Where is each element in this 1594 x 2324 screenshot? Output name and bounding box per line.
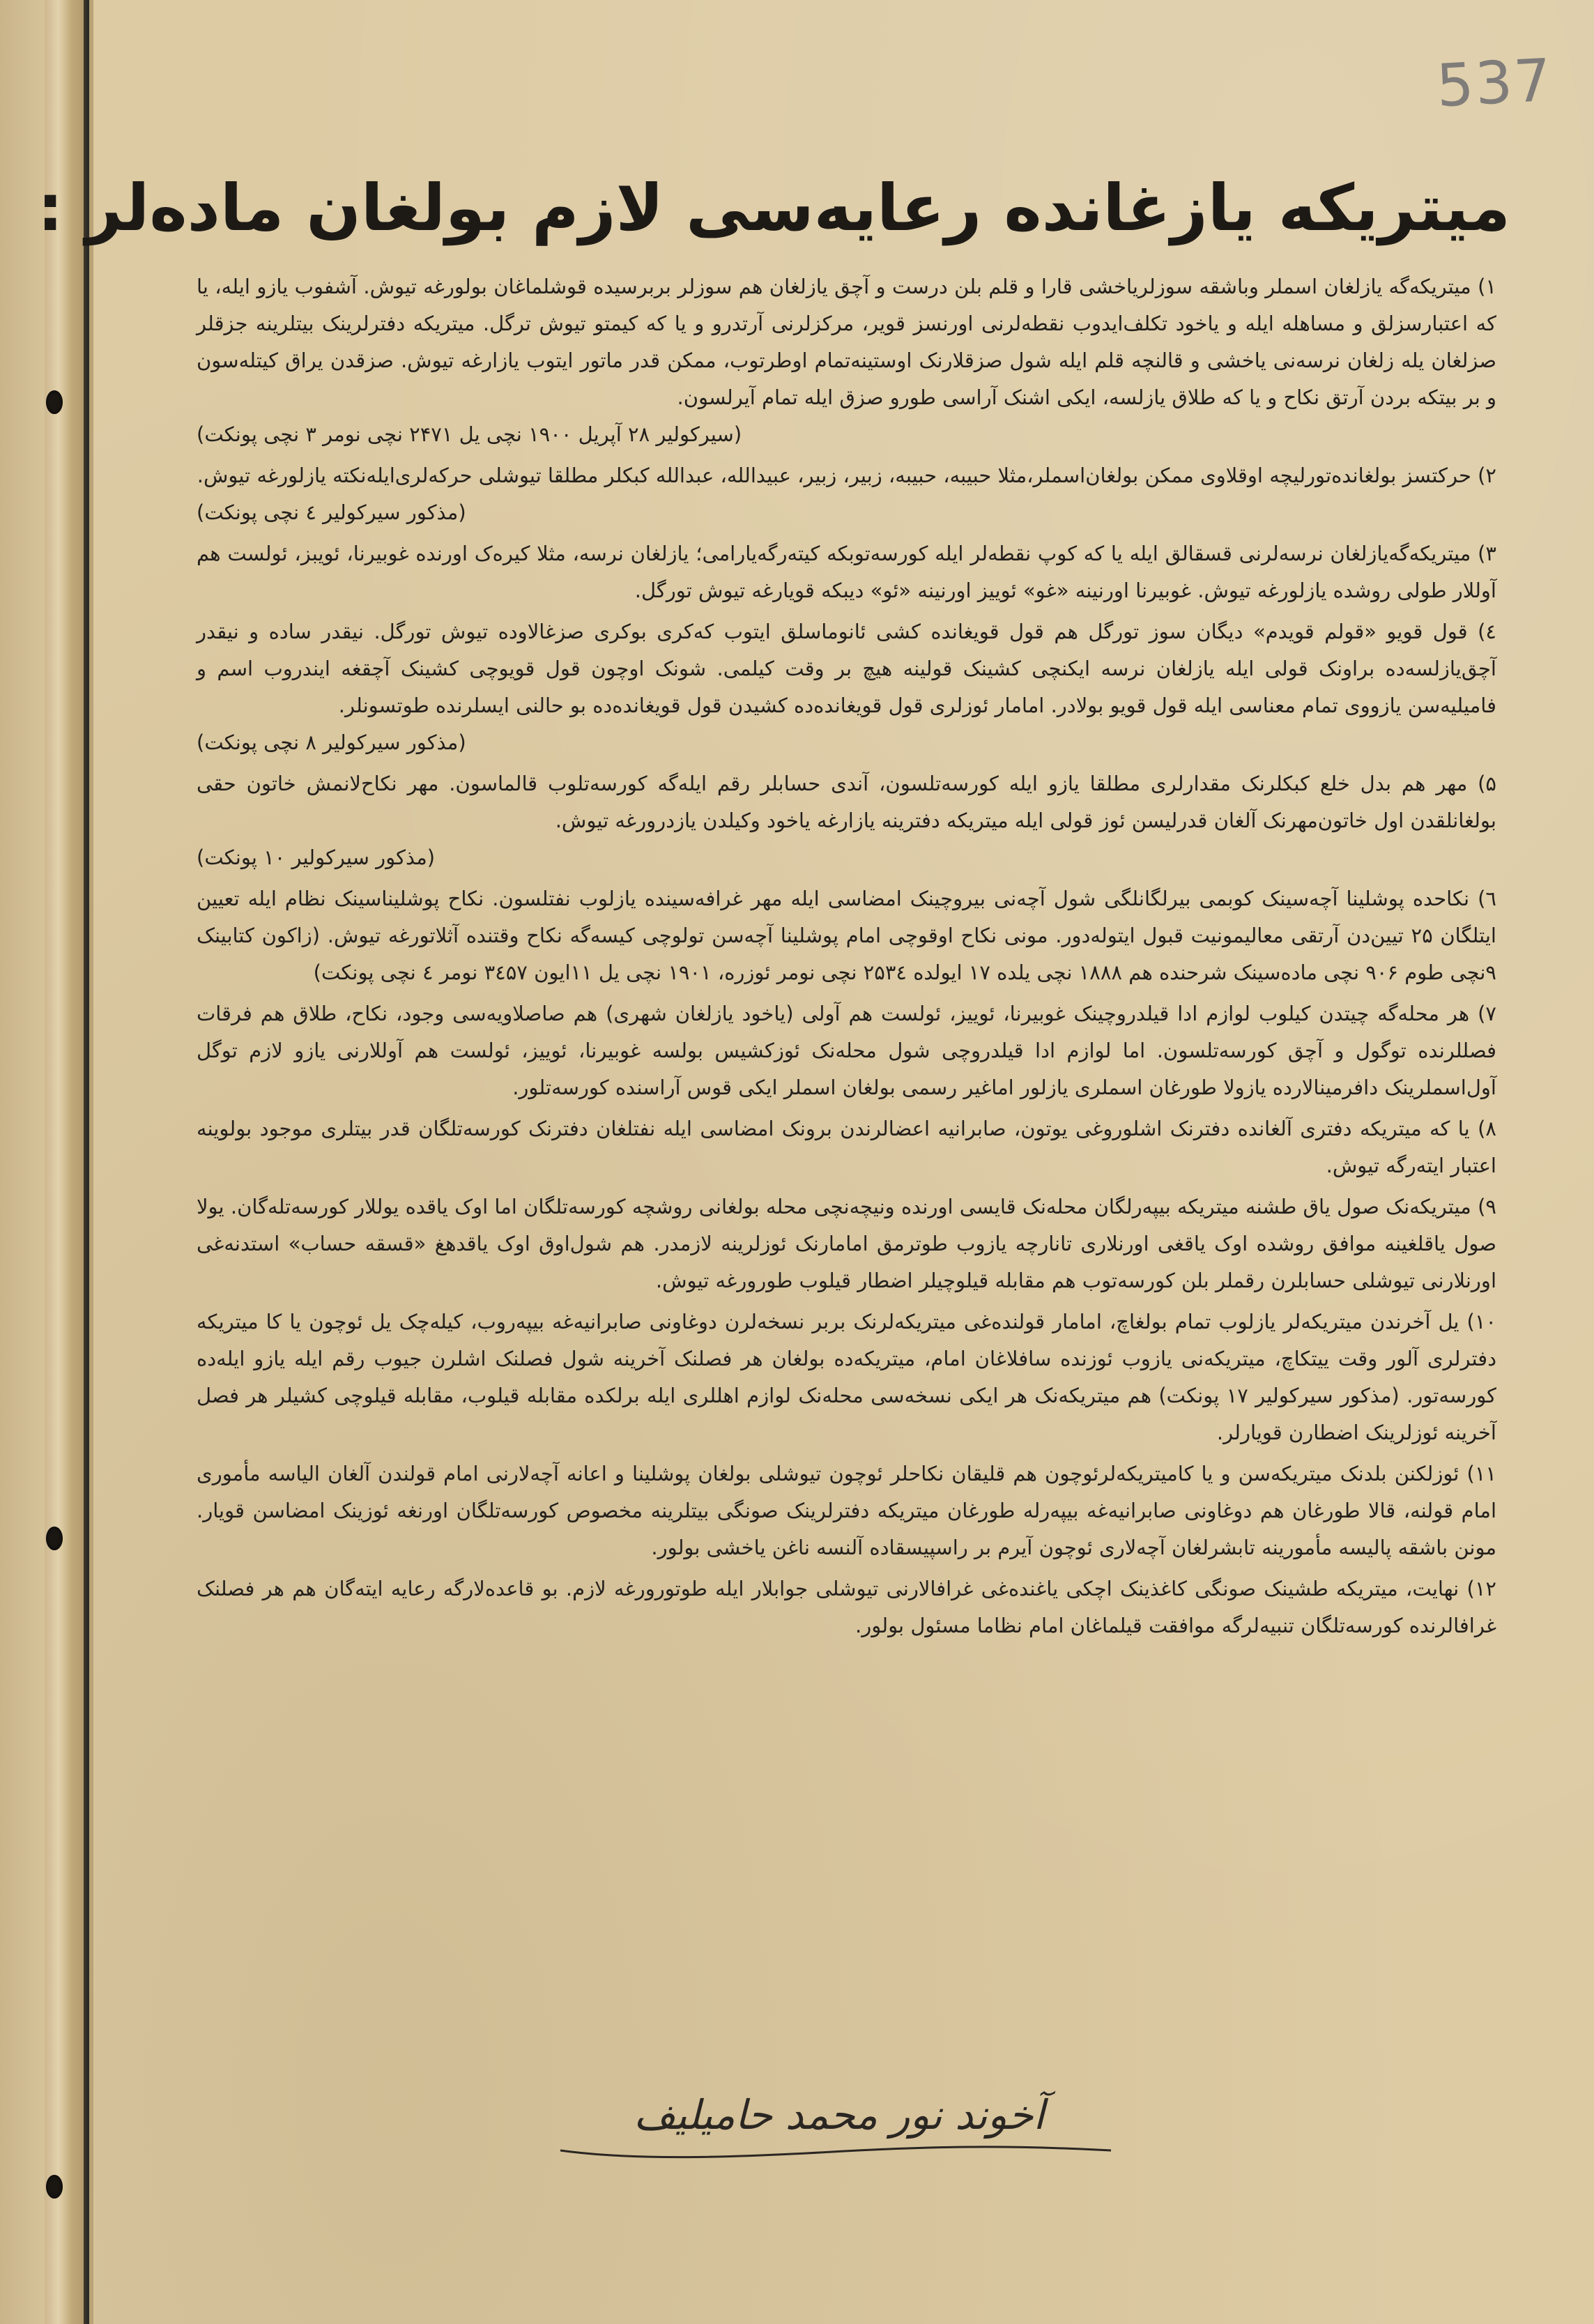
paragraph-text: ٦) نکاحده پوشلینا آچه‌سینک کوبمی بیرلگانلگی شول آچه‌نی بیروچینک امضاسی ایله مهر غرافه‌سینده یازلوب نفتلسون. نکاح پوشلیناسینک نظام ایله تعیین ایتلگان ۲۵ تیین‌دن آرتقی معالیمونیت قبول ایتوله‌دور. مونی نکاح اوقوچی امام پوشلینا آچه‌سن تولوچی کیسه‌گه نکاح وقتنده آثلاتورغه تیوش. (زاکون کتابینک ۹نچی طوم ۹۰۶ نچی ماده‌سینک شرحنده هم ۱۸۸۸ نچی یلده ۱۷ ایولده ۲۵۳٤ نچی نومر ئوزره، ۱۹۰۱ نچی یل ۱۱ایون ۳٤۵۷ نومر ٤ نچی پونکت)	[197, 887, 1496, 984]
numbered-paragraph	[197, 1455, 1496, 1566]
binding-strip	[45, 0, 72, 2324]
signature-flourish	[553, 2130, 1125, 2164]
paragraph-reference: (مذکور سیرکولیر ۱۰ پونکت)	[197, 846, 436, 869]
paragraph-reference: (مذکور سیرکولیر ۸ نچی پونکت)	[197, 731, 466, 754]
punch-hole	[46, 390, 63, 414]
signature-text: آخوند نور محمد حامیلیف	[634, 2091, 1045, 2139]
signature	[553, 2091, 1125, 2168]
adjacent-page-edge	[0, 0, 86, 2324]
paragraph-text: ۵) مهر هم بدل خلع کبکلرنک مقدارلری مطلقا یازو ایله کورسه‌تلسون، آندی حسابلر رقم ایله‌گه کورسه‌تلوب قالماسون. مهر نکاح‌لانمش خاتون حقی بولغانلقدن اول خاتون‌مهرنک آلغان قدرلیسن ئوز قولی ایله میتریکه دفترینه یازارغه یاخود وکیلدن یازدرورغه تیوش.	[197, 772, 1496, 832]
numbered-paragraph	[197, 1188, 1496, 1299]
numbered-paragraph	[197, 268, 1496, 453]
numbered-paragraph	[197, 1304, 1496, 1451]
numbered-paragraph	[197, 613, 1496, 761]
numbered-paragraph	[197, 765, 1496, 876]
paragraph-text: ۸) یا که میتریکه دفتری آلغانده دفترنک اشلوروغی یوتون، صابرانیه اعضالرندن برونک امضاسی ایله نفتلغان دفترنک کورسه‌تلگان قدر بیتلری موجود بولوینه اعتبار ایته‌رگه تیوش.	[197, 1117, 1496, 1177]
punch-hole	[46, 2175, 63, 2199]
numbered-paragraph	[197, 1570, 1496, 1644]
numbered-paragraph	[197, 995, 1496, 1106]
paragraph-text: ۱۲) نهایت، میتریکه طشینک صونگی کاغذینک اچکی یاغنده‌غی غرافالارنی تیوشلی جوابلار ایله طوتورورغه لازم. بو قاعده‌لارگه رعایه ایته‌گان هم هر فصلنک غرافالرنده کورسه‌تلگان تنبیه‌لرگه موافقت قیلماغان امام نظاما مسئول بولور.	[197, 1577, 1496, 1637]
punch-hole	[46, 1527, 63, 1550]
paragraph-text: ۲) حرکتسز بولغانده‌تورلیچه اوقلاوی ممکن بولغان‌اسملر،مثلا حبیبه، حبیبه، زبیر، زبیر، عبیدالله، عبدالله کبکلر مطلقا تیوشلی حرکه‌لری‌ایله‌نکته یازلورغه تیوش.	[197, 464, 1496, 487]
page-title: میتریکه یازغانده رعایه‌سی لازم بولغان ماده‌لر :	[37, 171, 1510, 245]
numbered-paragraph	[197, 880, 1496, 991]
numbered-paragraph	[197, 535, 1496, 609]
numbered-paragraph	[197, 1110, 1496, 1184]
page-number: 537	[1434, 45, 1554, 121]
paragraph-reference: (مذکور سیرکولیر ٤ نچی پونکت)	[197, 500, 466, 524]
document-page	[37, 0, 1594, 2324]
numbered-paragraph	[197, 457, 1496, 531]
paragraph-text: ۷) هر محله‌گه چیتدن کیلوب لوازم ادا قیلدروچینک غوبیرنا، ئوییز، ئولست هم آولی (یاخود یازلغان شهری) هم صاصلاویه‌سی وجود، نکاح، طلاق هم فرقات فصللرنده توگول و آچق کورسه‌تلسون. اما لوازم ادا قیلدروچی شول محله‌نک ئوزکشیس بولسه غوبیرنا، ئوییز، ئولست هم آوللارنی یازو لازم توگل آول‌اسملرینک دافرمینالارده یازولا طورغان اسملری یازلور اماغیر رسمی بولغان اسملر ایکی قوس آراسنده کورسه‌تلور.	[197, 1002, 1496, 1099]
paragraph-text: ۳) میتریکه‌گه‌یازلغان نرسه‌لرنی قسقالق ایله یا که کوپ نقطه‌لر ایله کورسه‌توبکه کیته‌رگه‌یارامی؛ یازلغان نرسه، مثلا کیره‌ک اورنده غوبیرنا، ئویبز، ئولست هم آوللار طولی روشده یازلورغه تیوش. غوبیرنا اورنینه «غو» ئوییز اورنینه «ئو» دیبکه قویارغه تیوش تورگل.	[197, 542, 1496, 602]
paragraph-text: ۱۱) ئوزلکنن بلدنک میتریکه‌سن و یا کامیتریکه‌لرئوچون هم قلیقان نکاحلر ئوچون تیوشلی بولغان پوشلینا و اعانه آچه‌لارنی امام قولندن آلغان الیاسه مأموری امام قولنه، قالا طورغان هم دوغاونی صابرانیه‌غه بیپه‌رله طورغان میتریکه دفترلرینک صونگی بیتلرینه مخصوص کورسه‌تلگان اورنغه ئوزینک امضاسن قویار. مونن باشقه پالیسه مأمورینه تابشرلغان آچه‌لاری ئوچون آیرم بر راسپیسقاده آلنسه ناغن یاخشی بولور.	[197, 1462, 1496, 1559]
document-body	[197, 268, 1496, 2219]
paragraph-text: ۹) میتریکه‌نک صول یاق طشنه میتریکه بیپه‌رلگان محله‌نک قایسی اورنده ونیچه‌نچی محله بولغانی روشچه کورسه‌تلگان اما اوک یاقده یوللار کورسه‌تله‌گان. یولا صول یاقلغینه موافق روشده اوک یاقغی اورنلاری تانارچه یازوب طوترمق امامارنک ئوزلرینه لازمدر. هم شول‌اوق اوک یاقدهغ «قسقه حساب» استدنه‌غی اورنلارنی تیوشلی حسابلرن رقملر بلن کورسه‌توب هم مقابله قیلوچیلر اضطار قیلوب طورورغه تیوش.	[197, 1195, 1496, 1292]
paragraph-reference: (سیرکولیر ۲۸ آپریل ۱۹۰۰ نچی یل ۲۴۷۱ نچی نومر ۳ نچی پونکت)	[197, 422, 742, 446]
paragraph-text: ۱) میتریکه‌گه یازلغان اسملر وباشقه سوزلریاخشی قارا و قلم بلن درست و آچق یازلغان هم سوزلر بربرسیده قوشلماغان بولورغه تیوش. آشفوب یازو ایله، یا که اعتبارسزلق و مساهله ایله و یاخود تکلف‌ایدوب نقطه‌لرنی اورنسز قویر، مرکزلرنی آرتدرو و یا که کیمتو تیوش ترگل. میتریکه دفترلرینک بیتلرینه جزقلر صزلغان یله زلغان نرسه‌نی یاخشی و قالنچه قلم ایله شول صزقلارنک اوستینه‌تمام اوطرتوب، ممکن قدر ماتور ایتوب یازارغه تیوش. صزقدن یراق کیتله‌سون و بر بیتکه بردن آرتق نکاح و یا که طلاق یازلسه، ایکی اشنک آراسی طورو صزق ایله تمام آیرلسون.	[197, 275, 1496, 409]
paragraph-text: ۱۰) یل آخرندن میتریکه‌لر یازلوب تمام بولغاچ، امامار قولنده‌غی میتریکه‌لرنک بر‌بر نسخه‌لرن دوغاونی صابرانیه‌غه بیپه‌روب، کیله‌چک یل ئوچون یا کا میتریکه دفترلری آلور وقت ییتکاچ، میتریکه‌نی یازوب ئوزنده سافلاغان امام، میتریکه‌ده بولغان هر فصلنک آخرینه شول فصلنک اشلرن جیوب رقم ایله یازو ایله‌ده کورسه‌تور. (مذکور سیرکولیر ۱۷ پونکت) هم میتریکه‌نک هر ایکی نسخه‌سی محله‌نک لوازم اهللری ایله برلکده مقابله قیلوب، مقابله قیلوچی کشیلر هر فصل آخرینه ئوزلرینک اضطارن قویارلر.	[197, 1310, 1496, 1444]
paragraph-text: ٤) قول قویو «قولم قویدم» دیگان سوز تورگل هم قول قویغانده کشی ئانوماسلق ایتوب که‌کری بوکری صزغالاوده تیوش تورگل. نیقدر ساده و نیقدر آچق‌یازلسه‌ده براونک قولی ایله یازلغان نرسه ایکنچی کشینک قولینه هیچ بر وقت کیلمی. شونک اوچون قول قویوچی کشینک آچقغه ایندروب اسم و فامیلیه‌سن یازووی تمام معناسی ایله قول قویو بولادر. امامار ئوزلری قول قویغانده‌ده کشیدن قول قویغانده‌ده بو حالنی ایسلرنده طوتسونلر.	[197, 620, 1496, 717]
